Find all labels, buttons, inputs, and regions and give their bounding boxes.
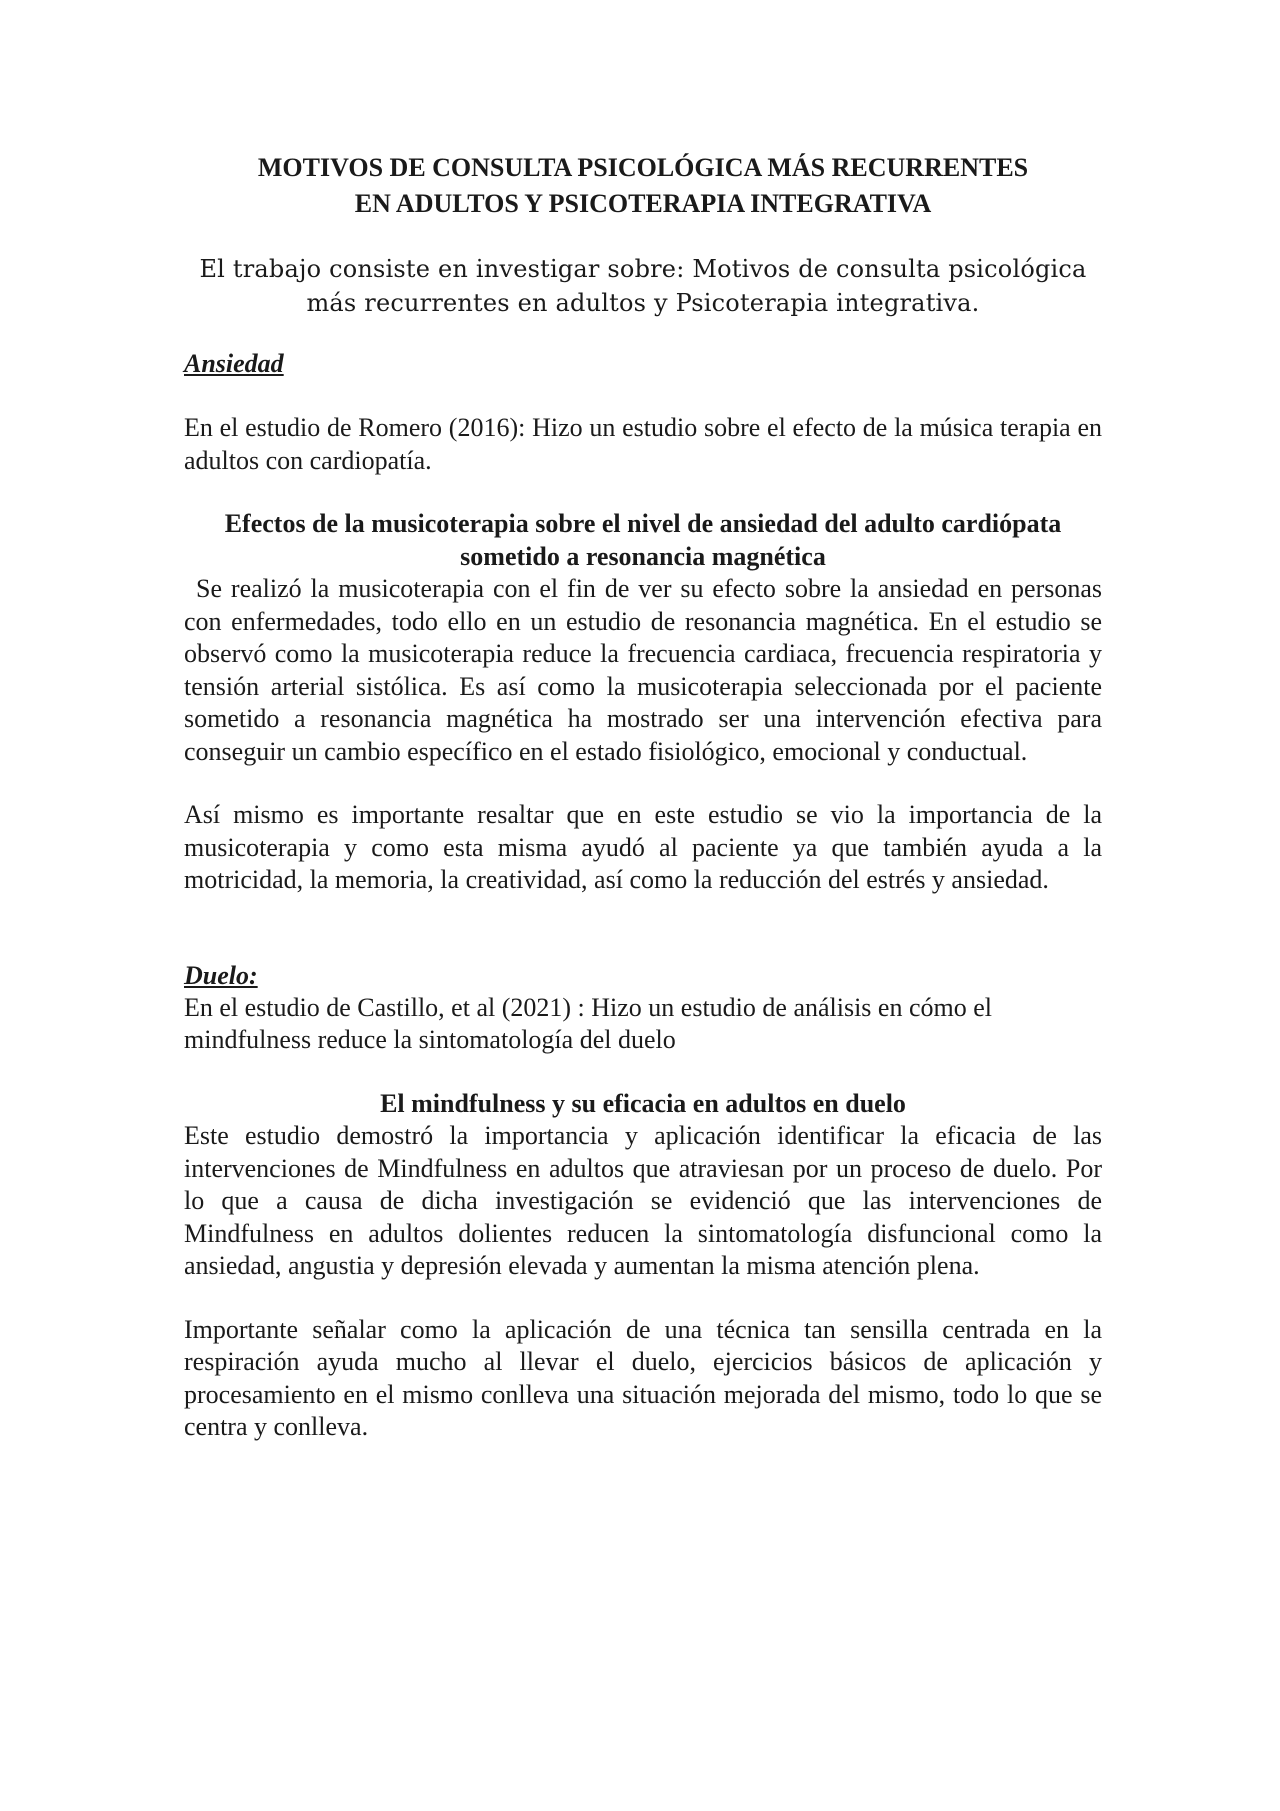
section-heading-ansiedad: Ansiedad bbox=[184, 349, 284, 378]
document-title-line-2: EN ADULTOS Y PSICOTERAPIA INTEGRATIVA bbox=[354, 189, 932, 218]
document-page bbox=[184, 150, 1102, 1444]
document-title-line-1: MOTIVOS DE CONSULTA PSICOLÓGICA MÁS RECURRENTES bbox=[257, 153, 1029, 182]
document-subtitle-line-1: El trabajo consiste en investigar sobre: Motivos de consulta psicológica bbox=[199, 255, 1087, 283]
ansiedad-study-title-line-1: Efectos de la musicoterapia sobre el nivel de ansiedad del adulto cardiópata bbox=[224, 509, 1062, 538]
duelo-paragraph-2: Importante señalar como la aplicación de una técnica tan sensilla centrada en la respiración ayuda mucho al llevar el duelo, ejercicios básicos de aplicación y procesamiento en el mismo conlleva una situación mejorada del mismo, todo lo que se centra y conlleva. bbox=[184, 1314, 1102, 1441]
ansiedad-paragraph-2: Así mismo es importante resaltar que en este estudio se vio la importancia de la musicoterapia y como esta misma ayudó al paciente ya que también ayuda a la motricidad, la memoria, la creatividad, así como la reducción del estrés y ansiedad. bbox=[184, 800, 1102, 894]
ansiedad-study-title-line-2: sometido a resonancia magnética bbox=[460, 541, 826, 571]
duelo-intro: En el estudio de Castillo, et al (2021) : Hizo un estudio de análisis en cómo el mindfulness reduce la sintomatología del duelo bbox=[184, 992, 992, 1054]
ansiedad-paragraph-1: Se realizó la musicoterapia con el fin de ver su efecto sobre la ansiedad en personas con enfermedades, todo ello en un estudio de resonancia magnética. En el estudio se observó como la musicoterapia reduce la frecuencia cardiaca, frecuencia respiratoria y tensión arterial sistólica. Es así como la musicoterapia seleccionada por el paciente sometido a resonancia magnética ha mostrado ser una intervención efectiva para conseguir un cambio específico en el estado fisiológico, emocional y conductual. bbox=[184, 574, 1102, 766]
ansiedad-intro: En el estudio de Romero (2016): Hizo un estudio sobre el efecto de la música terapia en adultos con cardiopatía. bbox=[184, 413, 1102, 475]
duelo-study-title: El mindfulness y su eficacia en adultos en duelo bbox=[380, 1088, 906, 1118]
document-title bbox=[184, 150, 1102, 222]
ansiedad-study-title bbox=[184, 508, 1102, 573]
section-heading-duelo: Duelo: bbox=[184, 960, 258, 990]
document-subtitle-line-2: más recurrentes en adultos y Psicoterapia integrativa. bbox=[306, 289, 980, 317]
document-subtitle bbox=[184, 252, 1102, 320]
duelo-paragraph-1: Este estudio demostró la importancia y aplicación identificar la eficacia de las intervenciones de Mindfulness en adultos que atraviesan por un proceso de duelo. Por lo que a causa de dicha investigación se evidenció que las intervenciones de Mindfulness en adultos dolientes reducen la sintomatología disfuncional como la ansiedad, angustia y depresión elevada y aumentan la misma atención plena. bbox=[184, 1121, 1102, 1280]
